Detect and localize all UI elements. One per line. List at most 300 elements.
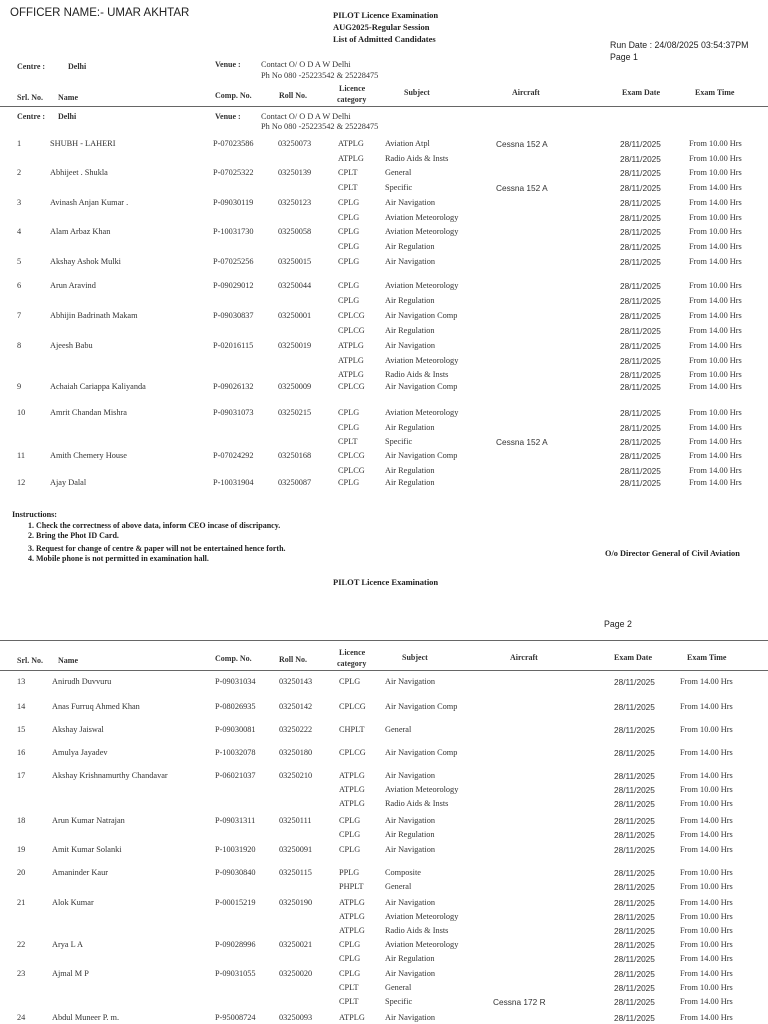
exam-date: 28/11/2025	[620, 311, 661, 321]
exam-date: 28/11/2025	[620, 370, 661, 381]
serial-number: 18	[17, 816, 26, 825]
roll-number: 03250015	[278, 257, 312, 266]
roll-number: 03250091	[279, 845, 313, 854]
exam-date: 28/11/2025	[614, 954, 655, 965]
exam-date: 28/11/2025	[620, 437, 661, 448]
exam-time: From 10.00 Hrs	[689, 227, 742, 236]
exam-time: From 10.00 Hrs	[680, 785, 733, 795]
exam-time: From 10.00 Hrs	[689, 153, 742, 163]
exam-date: 28/11/2025	[620, 212, 661, 223]
aircraft: Cessna 152 A	[496, 139, 548, 149]
page2-exam-title: PILOT Licence Examination	[333, 577, 439, 587]
serial-number: 7	[17, 311, 22, 320]
exam-time: From 10.00 Hrs	[689, 168, 742, 177]
exam-time: From 14.00 Hrs	[680, 830, 733, 840]
subject: Air Navigation	[385, 1013, 436, 1022]
subject: Aviation Meteorology	[385, 227, 459, 236]
subject: Radio Aids & Insts	[385, 370, 449, 380]
exam-time: From 14.00 Hrs	[680, 677, 733, 686]
licence-category: CPLG	[339, 969, 361, 978]
comp-number: P-07025256	[213, 257, 254, 266]
list-title: List of Admitted Candidates	[333, 34, 436, 44]
venue-line2: Ph No 080 -25223542 & 25228475	[261, 71, 379, 80]
exam-time: From 14.00 Hrs	[680, 702, 733, 711]
licence-category: CPLCG	[338, 465, 365, 475]
serial-number: 12	[17, 478, 26, 487]
candidate-name: Akshay Krishnamurthy Chandavar	[52, 771, 168, 780]
subject: Aviation Meteorology	[385, 940, 459, 949]
subject: General	[385, 882, 412, 892]
subject: Air Regulation	[385, 295, 435, 305]
serial-number: 19	[17, 845, 26, 854]
candidate-name: Abhijeet . Shukla	[50, 168, 108, 177]
licence-category: ATPLG	[339, 912, 365, 922]
exam-time: From 14.00 Hrs	[689, 182, 742, 192]
licence-category: CPLG	[338, 295, 360, 305]
candidate-name: Ajay Dalal	[50, 478, 87, 487]
exam-date: 28/11/2025	[614, 882, 655, 893]
centre-row-venue-line2: Ph No 080 -25223542 & 25228475	[261, 122, 379, 131]
page1-exam-title: PILOT Licence Examination	[333, 10, 439, 20]
comp-number: P-09030081	[215, 725, 256, 734]
subject: General	[385, 168, 412, 177]
subject: Air Regulation	[385, 422, 435, 432]
exam-time: From 10.00 Hrs	[689, 355, 742, 365]
licence-category: CPLG	[339, 954, 361, 964]
licence-category: CPLCG	[338, 382, 365, 391]
licence-category: PPLG	[339, 868, 360, 877]
comp-number: P-09028996	[215, 940, 256, 949]
subject: Specific	[385, 437, 413, 447]
officer-name: OFFICER NAME:- UMAR AKHTAR	[10, 7, 190, 19]
roll-number: 03250020	[279, 969, 313, 978]
instruction-item: 4. Mobile phone is not permitted in examination hall.	[28, 554, 209, 563]
licence-category: ATPLG	[338, 341, 364, 350]
exam-time: From 14.00 Hrs	[680, 954, 733, 964]
roll-number: 03250143	[279, 677, 313, 686]
licence-category: CPLG	[338, 227, 360, 236]
candidate-name: Abhijin Badrinath Makam	[50, 311, 138, 320]
centre-row-venue-line1: Contact O/ O D A W Delhi	[261, 112, 351, 121]
aircraft: Cessna 152 A	[496, 437, 548, 448]
exam-date: 28/11/2025	[620, 257, 661, 267]
serial-number: 6	[17, 281, 22, 290]
exam-date: 28/11/2025	[614, 816, 655, 826]
serial-number: 3	[17, 198, 22, 207]
subject: Air Regulation	[385, 830, 435, 840]
subject: Air Navigation Comp	[385, 748, 458, 757]
subject: Air Navigation Comp	[385, 382, 458, 391]
comp-number: P-00015219	[215, 898, 256, 907]
exam-date: 28/11/2025	[620, 227, 661, 237]
serial-number: 24	[17, 1013, 26, 1022]
subject: Specific	[385, 997, 413, 1007]
comp-number: P-07023586	[213, 139, 254, 148]
exam-time: From 10.00 Hrs	[680, 912, 733, 922]
col-srl: Srl. No.	[17, 93, 43, 102]
col-licence: Licence	[339, 84, 366, 93]
serial-number: 10	[17, 408, 26, 417]
subject: Air Navigation	[385, 341, 436, 350]
col-roll: Roll No.	[279, 655, 307, 664]
subject: Air Navigation	[385, 198, 436, 207]
licence-category: CPLG	[339, 816, 361, 825]
subject: Air Navigation	[385, 677, 436, 686]
venue-label: Venue :	[215, 60, 241, 69]
exam-time: From 14.00 Hrs	[680, 771, 733, 780]
roll-number: 03250222	[279, 725, 313, 734]
subject: General	[385, 983, 412, 993]
comp-number: P-09031073	[213, 408, 254, 417]
exam-date: 28/11/2025	[620, 422, 661, 433]
licence-category: CPLG	[338, 281, 360, 290]
exam-date: 28/11/2025	[620, 408, 661, 418]
col-exam-time: Exam Time	[687, 653, 727, 662]
centre-row-label: Centre :	[17, 112, 46, 121]
page2-header-divider	[0, 670, 768, 671]
roll-number: 03250168	[278, 451, 312, 460]
exam-time: From 14.00 Hrs	[689, 341, 742, 350]
exam-date: 28/11/2025	[620, 182, 661, 193]
licence-category: CHPLT	[339, 725, 365, 734]
exam-date: 28/11/2025	[620, 153, 661, 164]
licence-category: CPLG	[339, 940, 361, 949]
licence-category: CPLG	[338, 422, 360, 432]
exam-date: 28/11/2025	[614, 799, 655, 810]
exam-time: From 14.00 Hrs	[689, 325, 742, 335]
subject: Radio Aids & Insts	[385, 799, 449, 809]
subject: Aviation Atpl	[385, 139, 430, 148]
comp-number: P-09030837	[213, 311, 254, 320]
exam-time: From 10.00 Hrs	[680, 868, 733, 877]
comp-number: P-95008724	[215, 1013, 256, 1022]
licence-category: CPLCG	[338, 451, 365, 460]
exam-date: 28/11/2025	[620, 168, 661, 178]
licence-category: ATPLG	[338, 139, 364, 148]
exam-date: 28/11/2025	[614, 926, 655, 937]
comp-number: P-02016115	[213, 341, 254, 350]
exam-time: From 14.00 Hrs	[689, 257, 742, 266]
col-subject: Subject	[402, 653, 428, 662]
subject: Air Navigation	[385, 898, 436, 907]
candidate-name: Arun Kumar Natrajan	[52, 816, 125, 825]
licence-category: ATPLG	[338, 355, 364, 365]
run-date: Run Date : 24/08/2025 03:54:37PM	[610, 40, 749, 50]
subject: Air Navigation Comp	[385, 702, 458, 711]
exam-date: 28/11/2025	[620, 382, 661, 392]
comp-number: P-09031034	[215, 677, 256, 686]
exam-date: 28/11/2025	[614, 725, 655, 735]
col-category: category	[337, 95, 367, 104]
exam-time: From 10.00 Hrs	[689, 281, 742, 290]
roll-number: 03250044	[278, 281, 312, 290]
licence-category: CPLT	[338, 437, 358, 447]
col-comp: Comp. No.	[215, 91, 252, 100]
col-name: Name	[58, 93, 78, 102]
exam-time: From 14.00 Hrs	[689, 311, 742, 320]
col-name: Name	[58, 656, 78, 665]
col-exam-date: Exam Date	[622, 88, 660, 97]
exam-time: From 14.00 Hrs	[689, 198, 742, 207]
exam-time: From 14.00 Hrs	[680, 997, 733, 1007]
exam-date: 28/11/2025	[620, 281, 661, 291]
exam-date: 28/11/2025	[614, 983, 655, 994]
licence-category: CPLG	[338, 408, 360, 417]
licence-category: CPLCG	[339, 748, 366, 757]
comp-number: P-07024292	[213, 451, 254, 460]
candidate-name: Amit Kumar Solanki	[52, 845, 122, 854]
roll-number: 03250190	[279, 898, 313, 907]
candidate-name: Ajeesh Babu	[50, 341, 93, 350]
licence-category: CPLG	[338, 257, 360, 266]
subject: Air Regulation	[385, 241, 435, 251]
exam-time: From 10.00 Hrs	[689, 139, 742, 148]
centre-value: Delhi	[68, 62, 87, 71]
exam-time: From 10.00 Hrs	[689, 408, 742, 417]
exam-date: 28/11/2025	[614, 771, 655, 781]
roll-number: 03250087	[278, 478, 312, 487]
licence-category: CPLCG	[338, 311, 365, 320]
exam-time: From 14.00 Hrs	[689, 422, 742, 432]
licence-category: CPLG	[338, 478, 360, 487]
exam-date: 28/11/2025	[614, 898, 655, 908]
licence-category: CPLT	[339, 997, 359, 1007]
page2-top-divider	[0, 640, 768, 641]
comp-number: P-09030119	[213, 198, 254, 207]
subject: Air Navigation	[385, 816, 436, 825]
serial-number: 14	[17, 702, 26, 711]
page2-number: Page 2	[604, 619, 632, 629]
licence-category: ATPLG	[339, 785, 365, 795]
exam-time: From 14.00 Hrs	[680, 969, 733, 978]
serial-number: 9	[17, 382, 22, 391]
serial-number: 20	[17, 868, 26, 877]
serial-number: 5	[17, 257, 22, 266]
candidate-name: Alam Arbaz Khan	[50, 227, 111, 236]
serial-number: 16	[17, 748, 26, 757]
col-aircraft: Aircraft	[510, 653, 538, 662]
session-label: AUG2025-Regular Session	[333, 22, 430, 32]
exam-time: From 10.00 Hrs	[680, 926, 733, 936]
roll-number: 03250093	[279, 1013, 313, 1022]
candidate-name: Arun Aravind	[50, 281, 96, 290]
exam-date: 28/11/2025	[614, 702, 655, 712]
roll-number: 03250142	[279, 702, 313, 711]
exam-time: From 10.00 Hrs	[680, 940, 733, 949]
exam-time: From 10.00 Hrs	[680, 725, 733, 734]
licence-category: ATPLG	[338, 370, 364, 380]
comp-number: P-09030840	[215, 868, 256, 877]
exam-date: 28/11/2025	[614, 969, 655, 979]
candidate-name: Ajmal M P	[52, 969, 89, 978]
licence-category: CPLG	[338, 241, 360, 251]
serial-number: 23	[17, 969, 26, 978]
col-srl: Srl. No.	[17, 656, 43, 665]
exam-time: From 14.00 Hrs	[680, 1013, 733, 1022]
serial-number: 21	[17, 898, 26, 907]
comp-number: P-07025322	[213, 168, 254, 177]
roll-number: 03250139	[278, 168, 312, 177]
subject: Specific	[385, 182, 413, 192]
subject: Air Regulation	[385, 325, 435, 335]
centre-row-value: Delhi	[58, 112, 77, 121]
licence-category: ATPLG	[339, 898, 365, 907]
licence-category: ATPLG	[339, 926, 365, 936]
subject: Radio Aids & Insts	[385, 926, 449, 936]
subject: Air Navigation	[385, 771, 436, 780]
licence-category: CPLG	[338, 212, 360, 222]
licence-category: CPLT	[338, 182, 358, 192]
subject: Aviation Meteorology	[385, 355, 459, 365]
subject: Aviation Meteorology	[385, 408, 459, 417]
exam-time: From 14.00 Hrs	[689, 465, 742, 475]
subject: Aviation Meteorology	[385, 281, 459, 290]
col-comp: Comp. No.	[215, 654, 252, 663]
roll-number: 03250001	[278, 311, 312, 320]
subject: Air Regulation	[385, 954, 435, 964]
header-divider	[0, 106, 768, 107]
exam-time: From 10.00 Hrs	[689, 370, 742, 380]
col-roll: Roll No.	[279, 91, 307, 100]
exam-date: 28/11/2025	[620, 139, 661, 149]
subject: Air Regulation	[385, 478, 435, 487]
licence-category: CPLCG	[339, 702, 366, 711]
candidate-name: Akshay Ashok Mulki	[50, 257, 121, 266]
licence-category: CPLT	[339, 983, 359, 993]
col-subject: Subject	[404, 88, 430, 97]
col-licence: Licence	[339, 648, 366, 657]
exam-date: 28/11/2025	[614, 845, 655, 855]
licence-category: CPLG	[338, 198, 360, 207]
serial-number: 13	[17, 677, 26, 686]
exam-time: From 10.00 Hrs	[680, 983, 733, 993]
comp-number: P-08026935	[215, 702, 256, 711]
subject: Aviation Meteorology	[385, 912, 459, 922]
roll-number: 03250111	[279, 816, 312, 825]
subject: Air Navigation	[385, 845, 436, 854]
exam-date: 28/11/2025	[620, 478, 661, 488]
subject: Air Navigation	[385, 257, 436, 266]
subject: Air Navigation Comp	[385, 311, 458, 320]
col-exam-time: Exam Time	[695, 88, 735, 97]
col-aircraft: Aircraft	[512, 88, 540, 97]
serial-number: 4	[17, 227, 22, 236]
comp-number: P-09031055	[215, 969, 256, 978]
candidate-name: Abdul Muneer P. m.	[52, 1013, 120, 1022]
instructions-title: Instructions:	[12, 510, 58, 519]
exam-time: From 14.00 Hrs	[689, 382, 742, 391]
instruction-item: 2. Bring the Phot ID Card.	[28, 531, 119, 540]
candidate-name: Achaiah Cariappa Kaliyanda	[50, 382, 146, 391]
candidate-name: Amaninder Kaur	[52, 868, 108, 877]
subject: Air Navigation	[385, 969, 436, 978]
comp-number: P-09029012	[213, 281, 254, 290]
instruction-item: 1. Check the correctness of above data, inform CEO incase of discripancy.	[28, 521, 281, 530]
licence-category: CPLCG	[338, 325, 365, 335]
subject: Radio Aids & Insts	[385, 153, 449, 163]
candidate-name: Amrit Chandan Mishra	[50, 408, 127, 417]
exam-date: 28/11/2025	[620, 451, 661, 461]
col-category: category	[337, 659, 367, 668]
aircraft: Cessna 152 A	[496, 182, 548, 193]
exam-date: 28/11/2025	[614, 912, 655, 923]
serial-number: 15	[17, 725, 26, 734]
serial-number: 8	[17, 341, 22, 350]
exam-date: 28/11/2025	[614, 1013, 655, 1023]
comp-number: P-10032078	[215, 748, 256, 757]
candidate-name: Anirudh Duvvuru	[52, 677, 112, 686]
serial-number: 1	[17, 139, 22, 148]
licence-category: CPLG	[339, 677, 361, 686]
exam-date: 28/11/2025	[620, 355, 661, 366]
serial-number: 2	[17, 168, 22, 177]
candidate-name: Avinash Anjan Kumar .	[50, 198, 129, 207]
authority-signature: O/o Director General of Civil Aviation	[605, 549, 740, 558]
comp-number: P-09026132	[213, 382, 254, 391]
exam-time: From 14.00 Hrs	[689, 437, 742, 447]
licence-category: PHPLT	[339, 882, 364, 892]
licence-category: ATPLG	[339, 1013, 365, 1022]
roll-number: 03250009	[278, 382, 312, 391]
licence-category: CPLG	[339, 830, 361, 840]
candidate-name: Anas Furruq Ahmed Khan	[52, 702, 140, 711]
venue-line1: Contact O/ O D A W Delhi	[261, 60, 351, 69]
exam-time: From 14.00 Hrs	[680, 845, 733, 854]
exam-date: 28/11/2025	[620, 341, 661, 351]
subject: Air Regulation	[385, 465, 435, 475]
roll-number: 03250019	[278, 341, 312, 350]
licence-category: ATPLG	[339, 771, 365, 780]
candidate-name: SHUBH - LAHERI	[50, 139, 116, 148]
roll-number: 03250215	[278, 408, 312, 417]
roll-number: 03250180	[279, 748, 313, 757]
candidate-name: Amulya Jayadev	[52, 748, 108, 757]
comp-number: P-09031311	[215, 816, 256, 825]
serial-number: 22	[17, 940, 26, 949]
candidate-name: Amith Chemery House	[50, 451, 127, 460]
subject: Aviation Meteorology	[385, 785, 459, 795]
exam-date: 28/11/2025	[614, 748, 655, 758]
subject: General	[385, 725, 412, 734]
exam-time: From 14.00 Hrs	[680, 748, 733, 757]
exam-time: From 10.00 Hrs	[680, 882, 733, 892]
roll-number: 03250058	[278, 227, 312, 236]
candidate-name: Akshay Jaiswal	[52, 725, 104, 734]
col-exam-date: Exam Date	[614, 653, 652, 662]
roll-number: 03250210	[279, 771, 313, 780]
exam-time: From 10.00 Hrs	[680, 799, 733, 809]
comp-number: P-10031730	[213, 227, 254, 236]
exam-date: 28/11/2025	[620, 198, 661, 208]
centre-row-venue-label: Venue :	[215, 112, 241, 121]
exam-date: 28/11/2025	[620, 465, 661, 476]
subject: Aviation Meteorology	[385, 212, 459, 222]
aircraft: Cessna 172 R	[493, 997, 546, 1008]
serial-number: 11	[17, 451, 25, 460]
serial-number: 17	[17, 771, 26, 780]
exam-date: 28/11/2025	[614, 940, 655, 950]
exam-date: 28/11/2025	[614, 868, 655, 878]
exam-date: 28/11/2025	[620, 241, 661, 252]
exam-date: 28/11/2025	[614, 785, 655, 796]
comp-number: P-10031904	[213, 478, 254, 487]
licence-category: ATPLG	[339, 799, 365, 809]
comp-number: P-06021037	[215, 771, 256, 780]
roll-number: 03250123	[278, 198, 312, 207]
subject: Air Navigation Comp	[385, 451, 458, 460]
exam-date: 28/11/2025	[614, 830, 655, 841]
exam-date: 28/11/2025	[620, 295, 661, 306]
